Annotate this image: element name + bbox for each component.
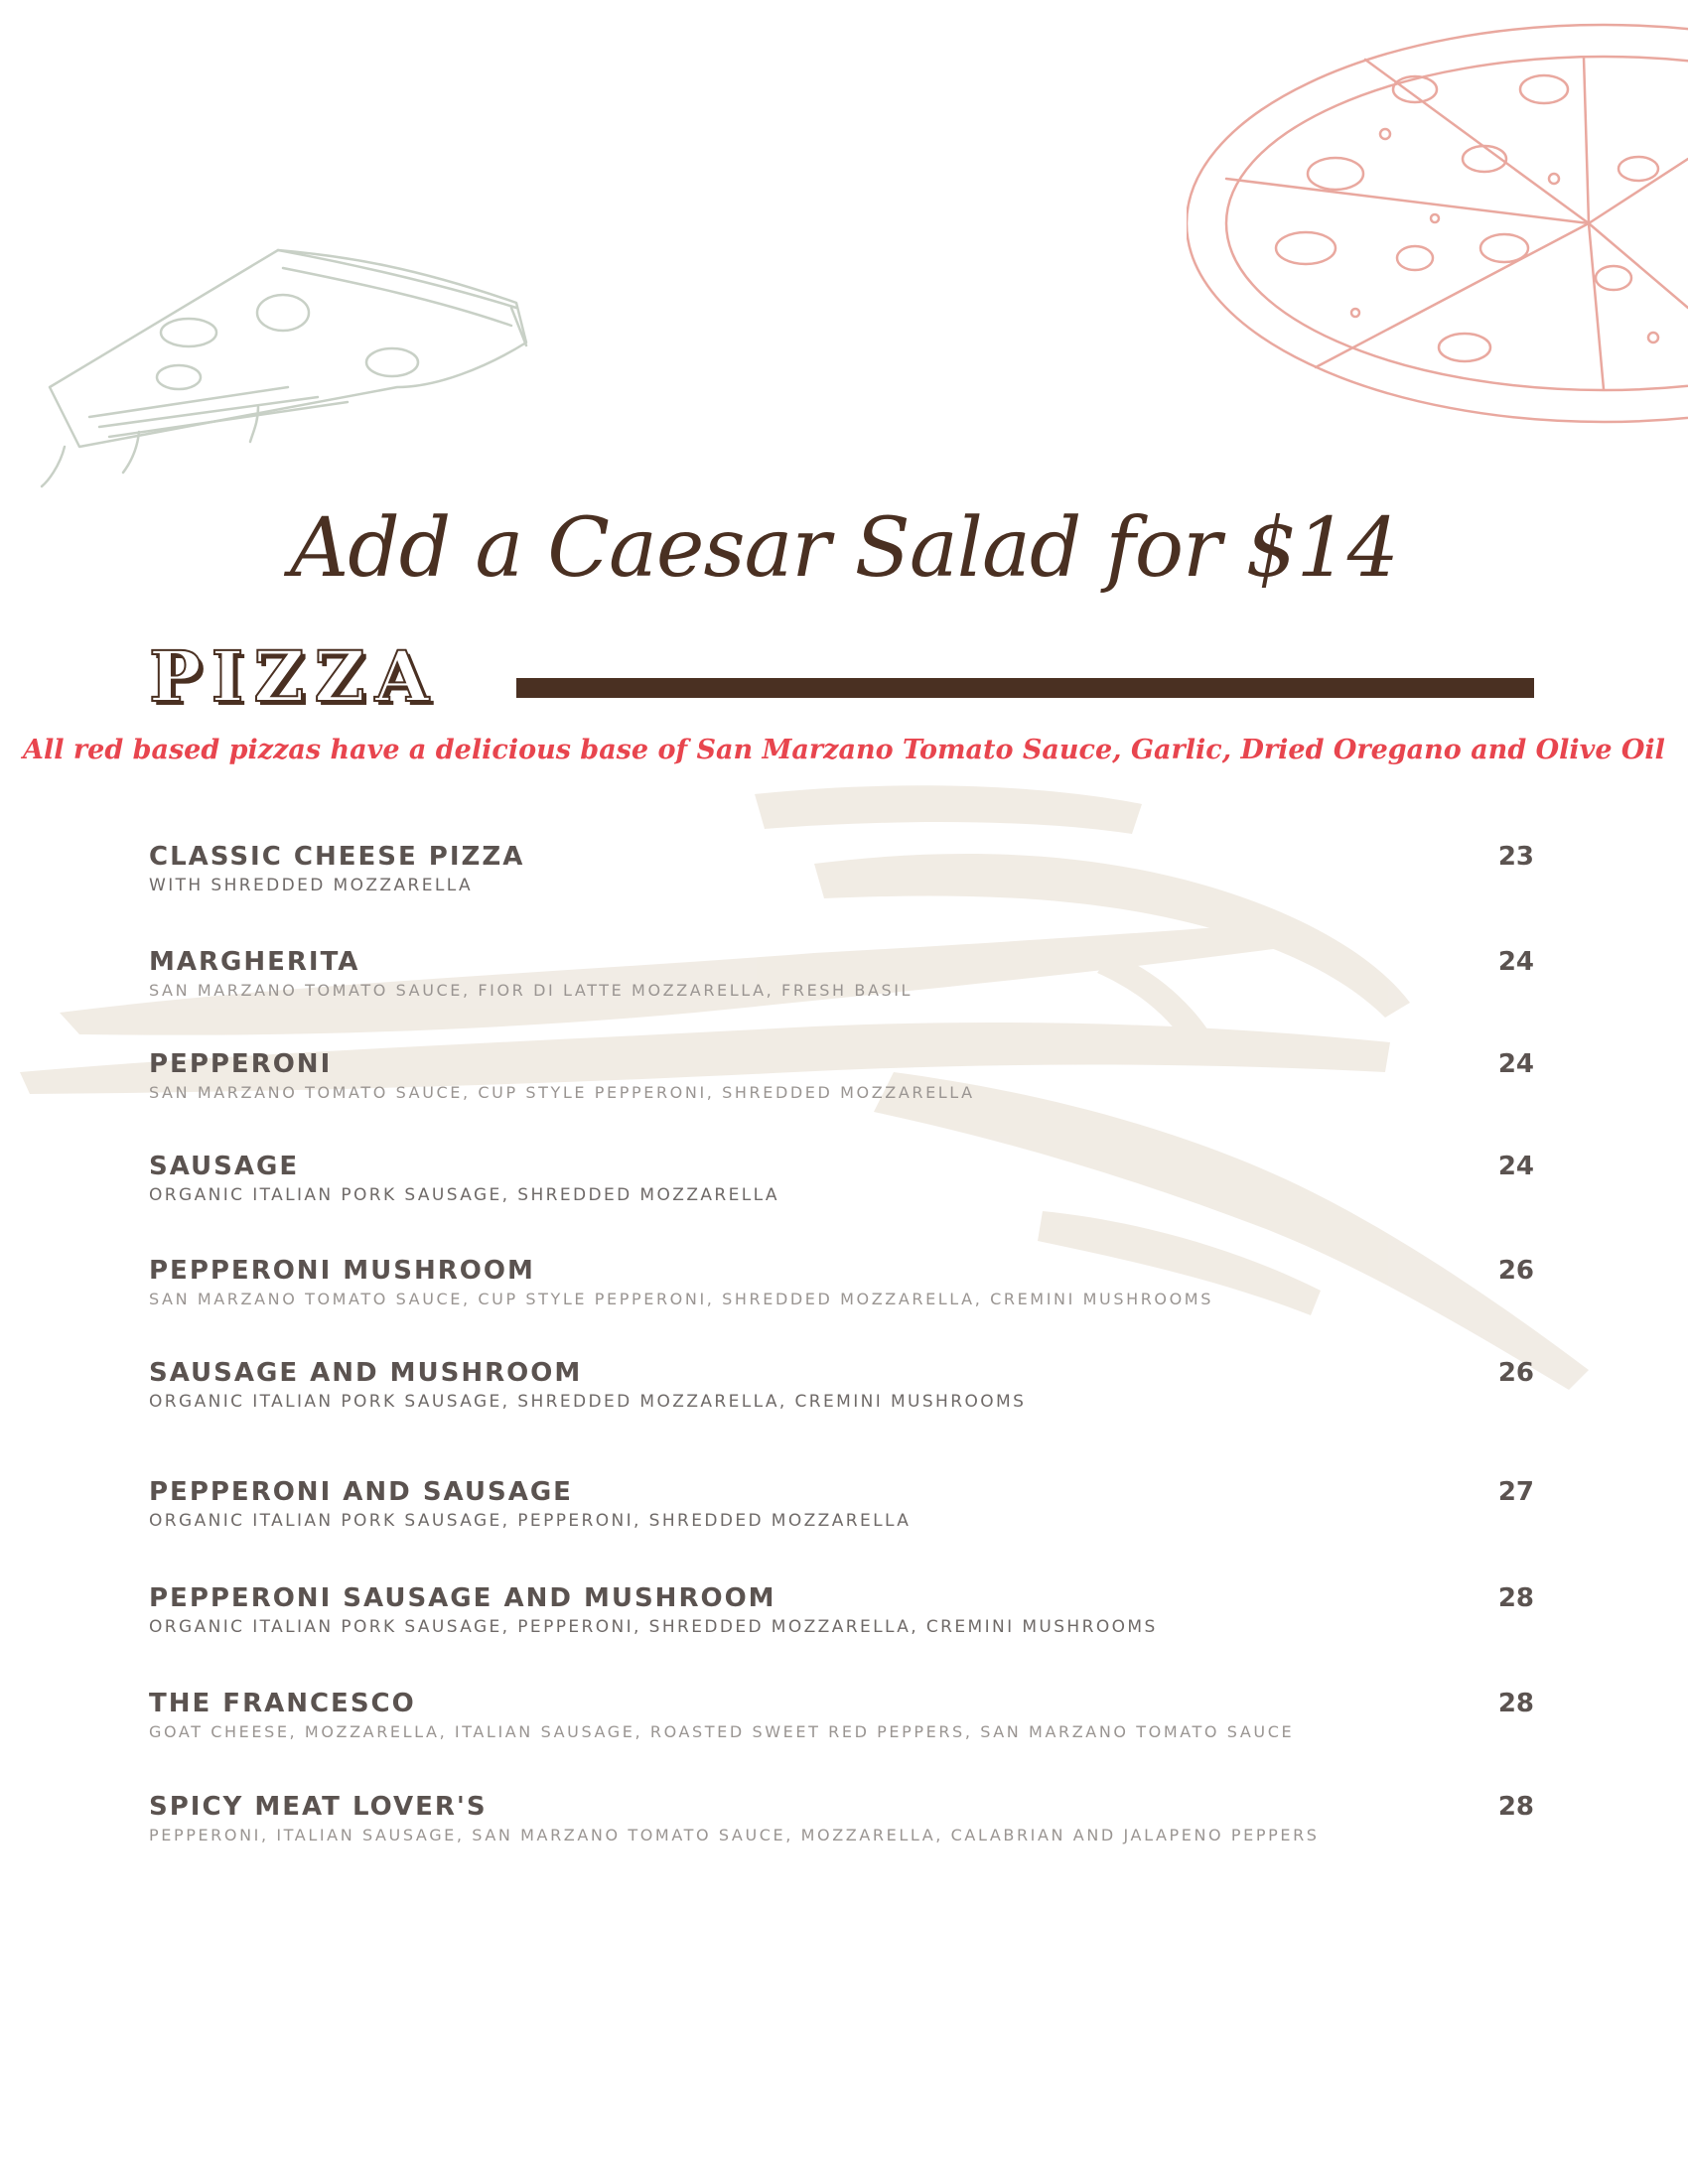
whole-pizza-sketch [1187, 20, 1688, 437]
menu-item [149, 1358, 1534, 1412]
item-name: SAUSAGE AND MUSHROOM [149, 1358, 583, 1388]
item-name: SAUSAGE [149, 1152, 300, 1181]
item-name: PEPPERONI MUSHROOM [149, 1256, 535, 1286]
menu-item [149, 1049, 1534, 1102]
item-description: WITH SHREDDED MOZZARELLA [149, 876, 474, 895]
item-price: 26 [1497, 1358, 1534, 1388]
item-price: 24 [1497, 1049, 1534, 1079]
item-price: 23 [1497, 842, 1534, 872]
menu-item [149, 947, 1534, 1000]
item-name: PEPPERONI [149, 1049, 333, 1079]
menu-item [149, 1152, 1534, 1205]
red-base-note: All red based pizzas have a delicious base of San Marzano Tomato Sauce, Garlic, Dried Oregano and Olive Oil [23, 735, 1665, 765]
item-price: 28 [1497, 1583, 1534, 1613]
item-price: 26 [1497, 1256, 1534, 1286]
item-description: ORGANIC ITALIAN PORK SAUSAGE, SHREDDED MOZZARELLA [149, 1185, 779, 1205]
item-description: SAN MARZANO TOMATO SAUCE, CUP STYLE PEPPERONI, SHREDDED MOZZARELLA, CREMINI MUSHROOMS [149, 1290, 1213, 1308]
item-name: CLASSIC CHEESE PIZZA [149, 842, 525, 872]
item-description: ORGANIC ITALIAN PORK SAUSAGE, SHREDDED MOZZARELLA, CREMINI MUSHROOMS [149, 1392, 1027, 1412]
menu-item [149, 842, 1534, 895]
item-price: 28 [1497, 1689, 1534, 1718]
item-name: SPICY MEAT LOVER'S [149, 1792, 488, 1822]
item-name: PEPPERONI SAUSAGE AND MUSHROOM [149, 1583, 776, 1613]
section-divider [516, 678, 1534, 698]
menu-item [149, 1477, 1534, 1531]
item-description: PEPPERONI, ITALIAN SAUSAGE, SAN MARZANO TOMATO SAUCE, MOZZARELLA, CALABRIAN AND JALAPENO PEPPERS [149, 1826, 1320, 1844]
item-price: 27 [1497, 1477, 1534, 1507]
item-price: 24 [1497, 947, 1534, 977]
item-name: MARGHERITA [149, 947, 360, 977]
menu-item [149, 1256, 1534, 1308]
item-name: THE FRANCESCO [149, 1689, 416, 1718]
item-price: 28 [1497, 1792, 1534, 1822]
item-name: PEPPERONI AND SAUSAGE [149, 1477, 573, 1507]
caesar-salad-promo: Add a Caesar Salad for $14 [290, 501, 1398, 596]
menu-item [149, 1792, 1534, 1844]
pizza-slice-sketch [20, 238, 536, 496]
item-description: ORGANIC ITALIAN PORK SAUSAGE, PEPPERONI, SHREDDED MOZZARELLA [149, 1511, 912, 1531]
item-description: SAN MARZANO TOMATO SAUCE, FIOR DI LATTE MOZZARELLA, FRESH BASIL [149, 981, 914, 1000]
item-description: ORGANIC ITALIAN PORK SAUSAGE, PEPPERONI, SHREDDED MOZZARELLA, CREMINI MUSHROOMS [149, 1617, 1158, 1637]
menu-item [149, 1583, 1534, 1637]
menu-item [149, 1689, 1534, 1741]
item-description: SAN MARZANO TOMATO SAUCE, CUP STYLE PEPPERONI, SHREDDED MOZZARELLA [149, 1083, 975, 1102]
section-title: PIZZA [149, 635, 439, 718]
item-description: GOAT CHEESE, MOZZARELLA, ITALIAN SAUSAGE, ROASTED SWEET RED PEPPERS, SAN MARZANO TOMATO SAUCE [149, 1722, 1295, 1741]
item-price: 24 [1497, 1152, 1534, 1181]
